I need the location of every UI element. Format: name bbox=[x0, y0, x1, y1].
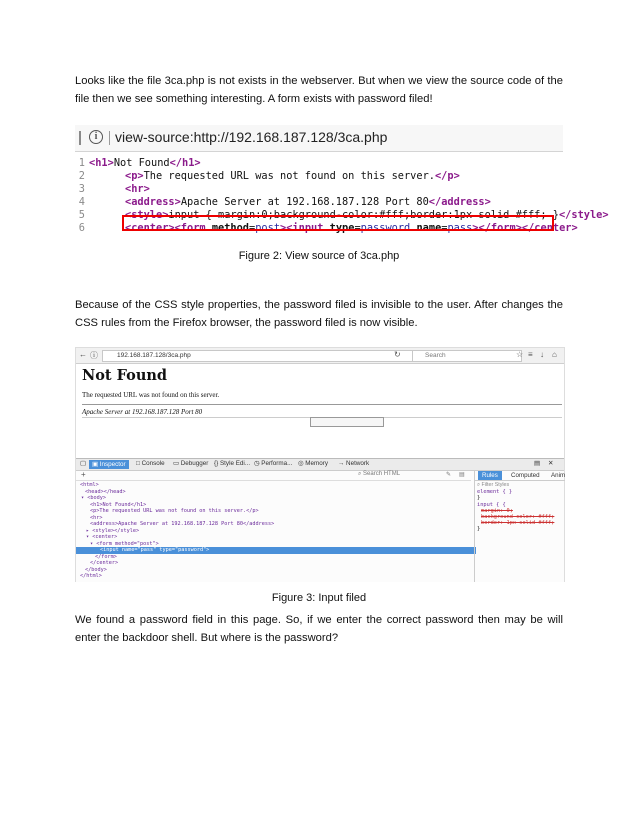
tree-node-selected[interactable]: <input name="pass" type="password"> bbox=[76, 547, 476, 554]
pick-element-icon[interactable]: ▢ bbox=[80, 460, 86, 467]
tree-node[interactable]: </center> bbox=[90, 560, 119, 566]
rules-panel bbox=[474, 471, 565, 582]
tab-performance[interactable]: ◷ Performa... bbox=[254, 460, 293, 467]
rule-selector: input { { bbox=[477, 502, 506, 508]
tree-node[interactable]: ▸ <style></style> bbox=[86, 527, 140, 534]
password-input[interactable] bbox=[310, 417, 384, 427]
search-field[interactable]: Search bbox=[412, 350, 522, 362]
reload-icon[interactable]: ↻ bbox=[394, 350, 401, 359]
line-number: 1 bbox=[78, 157, 85, 169]
rule-property[interactable]: background-color: #fff; bbox=[481, 514, 555, 520]
code-text: <center><form method=post><input type=password name=pass></form></center> bbox=[125, 222, 578, 234]
rule-property[interactable]: border: 1px solid #fff; bbox=[481, 520, 555, 526]
tree-node[interactable]: <address>Apache Server at 192.168.187.128 Port 80</address> bbox=[90, 521, 275, 527]
info-icon[interactable]: i bbox=[89, 130, 103, 144]
tree-node[interactable]: <p>The requested URL was not found on this server.</p> bbox=[90, 508, 259, 514]
tree-node[interactable]: ▾ <form method="post"> bbox=[90, 540, 159, 547]
tab-computed[interactable]: Computed bbox=[511, 472, 540, 479]
close-icon[interactable]: ✕ bbox=[548, 460, 554, 467]
tab-animations[interactable]: Anim bbox=[551, 472, 566, 479]
code-text: <hr> bbox=[125, 183, 150, 195]
server-address: Apache Server at 192.168.187.128 Port 80 bbox=[82, 408, 203, 416]
url-text[interactable]: view-source:http://192.168.187.128/3ca.php bbox=[115, 129, 388, 145]
code-line bbox=[75, 183, 563, 196]
tree-node[interactable]: ▾ <center> bbox=[86, 534, 118, 540]
navigation-bar bbox=[76, 348, 564, 364]
rule-property[interactable]: margin: 0; bbox=[481, 508, 513, 514]
divider bbox=[79, 131, 81, 145]
divider bbox=[109, 131, 110, 145]
info-icon[interactable]: ⓘ bbox=[90, 351, 98, 360]
bookmark-star-icon[interactable]: ☆ bbox=[516, 350, 524, 359]
tree-node[interactable]: <head></head> bbox=[85, 488, 126, 495]
markup-tree bbox=[76, 482, 476, 580]
line-number: 5 bbox=[78, 209, 85, 221]
bookmarks-icon[interactable]: ≡ bbox=[528, 350, 533, 359]
tree-node[interactable]: </form> bbox=[95, 553, 117, 560]
view-source-screenshot bbox=[75, 125, 609, 239]
tab-rules[interactable]: Rules bbox=[478, 471, 502, 480]
tree-node[interactable]: </html> bbox=[80, 573, 102, 579]
line-number: 3 bbox=[78, 183, 85, 195]
highlight-box bbox=[122, 215, 554, 231]
back-icon[interactable]: ← bbox=[79, 350, 87, 359]
divider bbox=[82, 404, 562, 405]
code-text: <h1>Not Found</h1> bbox=[89, 157, 201, 169]
line-number: 2 bbox=[78, 170, 85, 182]
layout-icon[interactable]: ▤ bbox=[459, 472, 465, 478]
devtools-panel bbox=[76, 458, 564, 582]
line-number: 4 bbox=[78, 196, 85, 208]
devtools-tabs bbox=[76, 459, 564, 471]
page-text: The requested URL was not found on this server. bbox=[82, 391, 220, 399]
url-bar bbox=[75, 125, 563, 152]
code-line bbox=[75, 170, 563, 183]
tab-debugger[interactable]: ▭ Debugger bbox=[173, 460, 209, 467]
page-content bbox=[76, 364, 564, 458]
paragraph-intro: Looks like the file 3ca.php is not exists in the webserver. But when we view the source code of the file then we see something interesting. A form exists with password filed! bbox=[75, 75, 563, 105]
firefox-screenshot bbox=[75, 347, 565, 582]
page-heading: Not Found bbox=[82, 367, 168, 384]
tab-memory[interactable]: ◎ Memory bbox=[298, 460, 328, 467]
tab-style-editor[interactable]: {} Style Edi... bbox=[214, 460, 251, 467]
code-text: <address>Apache Server at 192.168.187.128 Port 80</address> bbox=[125, 196, 491, 208]
tree-node[interactable]: </body> bbox=[85, 566, 107, 573]
code-text: <p>The requested URL was not found on this server.</p> bbox=[125, 170, 460, 182]
eyedropper-icon[interactable]: ✎ bbox=[446, 472, 452, 478]
tab-inspector[interactable]: ▣ Inspector bbox=[89, 460, 129, 469]
download-icon[interactable]: ↓ bbox=[540, 350, 544, 359]
figure-caption: Figure 3: Input filed bbox=[271, 592, 367, 604]
tree-node[interactable]: ▾ <body> bbox=[81, 495, 106, 501]
home-icon[interactable]: ⌂ bbox=[552, 350, 557, 359]
add-node-icon[interactable]: + bbox=[81, 470, 86, 479]
url-field[interactable]: 192.168.187.128/3ca.php bbox=[102, 350, 418, 362]
code-text: <style>input { margin:0;background-color:#fff;border:1px solid #fff; }</style> bbox=[125, 209, 609, 221]
tree-node[interactable]: <html> bbox=[80, 482, 99, 488]
rule-close: } bbox=[477, 526, 481, 532]
search-html-field[interactable]: ⌕ Search HTML bbox=[358, 471, 401, 477]
rule-close: } bbox=[477, 495, 481, 501]
paragraph-conclusion: We found a password field in this page. So, if we enter the correct password then may be will enter the backdoor shell. But where is the password? bbox=[75, 614, 563, 644]
paragraph-css: Because of the CSS style properties, the password filed is invisible to the user. After changes the CSS rules from the Firefox browser, the password filed is now visible. bbox=[75, 299, 563, 329]
figure-caption: Figure 2: View source of 3ca.php bbox=[238, 250, 400, 262]
line-number: 6 bbox=[78, 222, 85, 234]
tree-node[interactable]: <hr> bbox=[90, 514, 103, 521]
rules-tabs bbox=[475, 471, 565, 481]
inspector-toolbar bbox=[76, 471, 471, 481]
rule-selector: element { } bbox=[477, 489, 513, 495]
code-line bbox=[75, 157, 563, 170]
tab-console[interactable]: □ Console bbox=[136, 460, 165, 467]
filter-styles-field[interactable]: ⌕ Filter Styles bbox=[477, 482, 510, 488]
dock-icon[interactable]: ▤ bbox=[534, 460, 540, 467]
code-line bbox=[75, 196, 563, 209]
tab-network[interactable]: → Network bbox=[338, 460, 370, 467]
tree-node[interactable]: <h1>Not Found</h1> bbox=[90, 501, 147, 508]
